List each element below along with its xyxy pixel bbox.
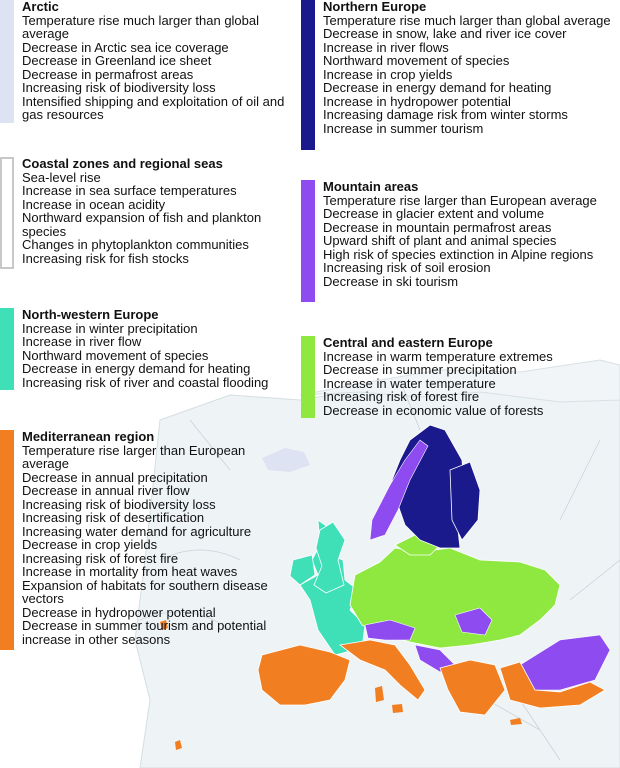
mountain-item: Upward shift of plant and animal species (323, 233, 557, 248)
mediterranean-item: Decrease in annual river flow (22, 483, 190, 498)
region-northern-europe (301, 0, 616, 135)
arctic-title: Arctic (22, 0, 59, 14)
northwestern-item: Decrease in energy demand for heating (22, 361, 251, 376)
region-northwestern-europe (0, 308, 300, 389)
mountain-color-bar (301, 180, 315, 302)
region-mediterranean (0, 430, 290, 646)
coastal-item: Increasing risk for fish stocks (22, 250, 189, 266)
northern-item: Increasing damage risk from winter storms (323, 107, 568, 122)
northern-item: Increase in hydropower potential (323, 93, 511, 109)
central-item: Decrease in economic value of forests (323, 402, 544, 418)
northern-item: Decrease in snow, lake and river ice cover (323, 26, 567, 41)
mountain-item: High risk of species extinction in Alpine regions (323, 246, 594, 262)
mediterranean-item: Decrease in summer tourism and potential increase in other seasons (22, 618, 267, 647)
northern-title: Northern Europe (323, 0, 427, 14)
arctic-item: Intensified shipping and exploitation of oil and gas resources (22, 93, 285, 122)
mountain-item: Increasing risk of soil erosion (323, 260, 491, 275)
central-item: Decrease in summer precipitation (323, 362, 517, 377)
coastal-item: Sea-level rise (22, 169, 101, 185)
northwestern-title: North-western Europe (22, 307, 159, 322)
arctic-item: Temperature rise much larger than global average (22, 12, 260, 41)
central-item: Increasing risk of forest fire (323, 389, 480, 404)
mediterranean-item: Increasing water demand for agriculture (22, 523, 252, 539)
northern-item: Increase in summer tourism (323, 120, 484, 136)
northern-item: Temperature rise much larger than global average (323, 12, 611, 28)
mountain-item: Temperature rise larger than European average (323, 192, 597, 208)
northwestern-item: Increase in winter precipitation (22, 320, 198, 336)
mediterranean-title: Mediterranean region (22, 429, 155, 444)
central-color-bar (301, 336, 315, 418)
mediterranean-item: Decrease in hydropower potential (22, 604, 216, 620)
arctic-item: Increasing risk of biodiversity loss (22, 80, 216, 95)
northern-item: Increase in river flows (323, 39, 449, 55)
mediterranean-item: Increase in mortality from heat waves (22, 564, 238, 579)
northern-item: Northward movement of species (323, 53, 510, 68)
region-arctic (0, 0, 300, 122)
region-central-eastern-europe (301, 336, 601, 417)
mountain-item: Decrease in glacier extent and volume (323, 206, 545, 221)
arctic-item: Decrease in permafrost areas (22, 66, 194, 82)
northern-item: Decrease in energy demand for heating (323, 80, 552, 95)
region-mountain-areas (301, 180, 620, 288)
northwestern-item: Increasing risk of river and coastal flooding (22, 374, 269, 390)
mountain-item: Decrease in ski tourism (323, 273, 459, 289)
mediterranean-item: Temperature rise larger than European average (22, 442, 246, 471)
arctic-item: Decrease in Arctic sea ice coverage (22, 39, 229, 55)
mediterranean-item: Increasing risk of biodiversity loss (22, 496, 216, 512)
mediterranean-color-bar (0, 430, 14, 650)
northwestern-item: Increase in river flow (22, 334, 142, 349)
central-item: Increase in warm temperature extremes (323, 348, 553, 364)
coastal-item: Increase in sea surface temperatures (22, 183, 237, 198)
northern-color-bar (301, 0, 315, 150)
northwestern-item: Northward movement of species (22, 347, 209, 363)
coastal-item: Northward expansion of fish and plankton species (22, 210, 262, 239)
mountain-item: Decrease in mountain permafrost areas (323, 219, 552, 235)
northern-item: Increase in crop yields (323, 66, 453, 82)
mediterranean-item: Increasing risk of desertification (22, 510, 205, 525)
central-item: Increase in water temperature (323, 375, 496, 391)
mediterranean-item: Decrease in annual precipitation (22, 469, 208, 485)
coastal-color-bar (0, 157, 14, 269)
region-coastal-zones (0, 157, 300, 265)
mountain-title: Mountain areas (323, 179, 419, 194)
mediterranean-item: Decrease in crop yields (22, 537, 158, 552)
mediterranean-item: Expansion of habitats for southern disease vectors (22, 577, 268, 606)
coastal-item: Increase in ocean acidity (22, 196, 166, 212)
mediterranean-item: Increasing risk of forest fire (22, 550, 179, 566)
central-title: Central and eastern Europe (323, 335, 493, 350)
coastal-title: Coastal zones and regional seas (22, 156, 223, 171)
northwestern-color-bar (0, 308, 14, 390)
coastal-item: Changes in phytoplankton communities (22, 237, 249, 252)
arctic-item: Decrease in Greenland ice sheet (22, 53, 212, 68)
arctic-color-bar (0, 0, 14, 123)
